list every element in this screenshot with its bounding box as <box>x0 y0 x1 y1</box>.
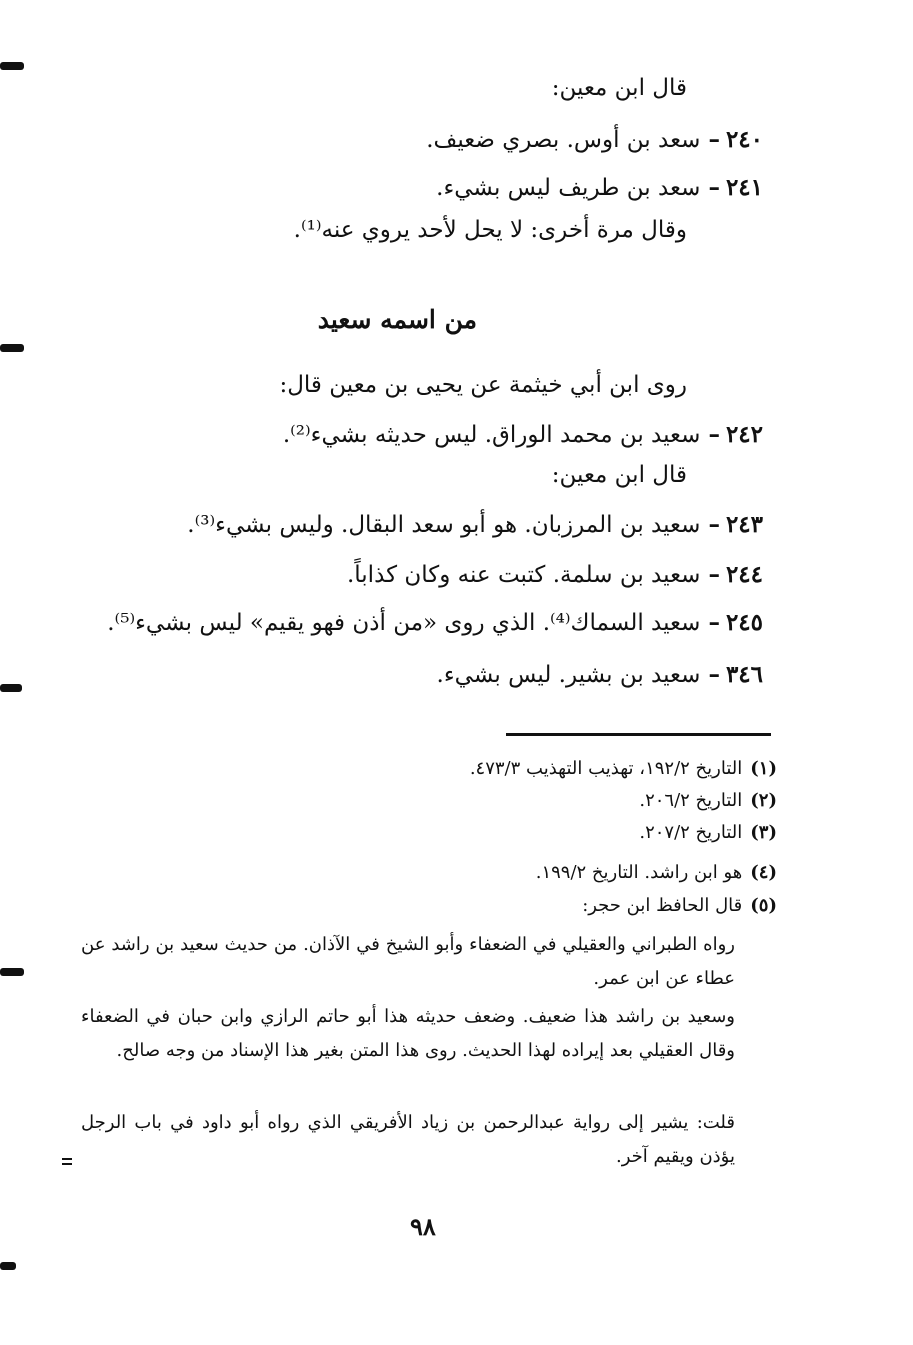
footnote-2 <box>639 788 777 814</box>
entry-number: ٢٤٤ <box>725 561 763 588</box>
footnote-1 <box>470 756 777 782</box>
section-heading: من اسمه سعيد <box>317 305 477 334</box>
entry-number: ٢٤٢ <box>725 421 763 448</box>
scan-mark <box>0 1262 16 1270</box>
entry-text: سعيد بن بشير. ليس بشيء. <box>436 662 701 688</box>
entry-240 <box>426 125 763 155</box>
scan-mark <box>0 62 24 70</box>
footnote-number: (٥) <box>750 895 777 916</box>
entry-dash: – <box>708 561 720 588</box>
footnote-text: قال الحافظ ابن حجر: <box>582 895 743 916</box>
entry-text: سعيد السماك⁽⁴⁾. الذي روى «من أذن فهو يقيم» ليس بشيء⁽⁵⁾. <box>107 610 701 636</box>
entry-245 <box>107 608 763 638</box>
scan-mark <box>0 684 22 692</box>
scan-mark <box>62 1163 72 1165</box>
entry-text: سعيد بن سلمة. كتبت عنه وكان كذاباً. <box>346 562 701 588</box>
entry-text: وقال مرة أخرى: لا يحل لأحد يروي عنه⁽¹⁾. <box>293 217 687 243</box>
entry-text: سعد بن طريف ليس بشيء. <box>436 175 701 201</box>
footnote-number: (١) <box>750 758 777 779</box>
scan-mark <box>62 1158 72 1160</box>
footnote-text: هو ابن راشد. التاريخ ١٩٩/٢. <box>535 862 743 883</box>
entry-dash: – <box>708 421 720 448</box>
intro-line <box>552 460 687 490</box>
entry-dash: – <box>708 511 720 538</box>
footnote-5-paragraph-1: رواه الطبراني والعقيلي في الضعفاء وأبو الشيخ في الآذان. من حديث سعيد بن راشد عن عطاء عن ابن عمر. <box>81 934 735 989</box>
footnote-number: (٤) <box>750 862 777 883</box>
footnote-4 <box>536 860 777 886</box>
entry-number: ٢٤٥ <box>725 609 763 636</box>
entry-text: سعيد بن المرزبان. هو أبو سعد البقال. وليس بشيء⁽³⁾. <box>187 512 701 538</box>
entry-dash: – <box>708 661 720 688</box>
entry-number: ٢٤٠ <box>725 126 763 153</box>
footnote-5 <box>582 893 777 919</box>
entry-number: ٢٤٣ <box>725 511 763 538</box>
entry-241 <box>436 173 763 203</box>
entry-dash: – <box>708 609 720 636</box>
footnote-number: (٣) <box>750 822 777 843</box>
entry-dash: – <box>708 126 720 153</box>
entry-text: سعد بن أوس. بصري ضعيف. <box>426 127 701 153</box>
scan-mark <box>0 344 24 352</box>
entry-dash: – <box>708 174 720 201</box>
page-number: ٩٨ <box>410 1212 436 1241</box>
intro-text: قال ابن معين: <box>551 75 687 101</box>
footnote-5-paragraph-2: وسعيد بن راشد هذا ضعيف. وضعف حديثه هذا أبو حاتم الرازي وابن حبان في الضعفاء وقال العقيلي بعد إيراده لهذا الحديث. روى هذا المتن بغير هذا الإسناد من وجه صالح. <box>81 1006 735 1061</box>
footnote-text: التاريخ ٢٠٦/٢. <box>639 790 743 811</box>
intro-line <box>552 73 687 103</box>
footnote-number: (٢) <box>750 790 777 811</box>
intro-line <box>279 370 687 400</box>
entry-242 <box>283 420 763 450</box>
intro-text: روى ابن أبي خيثمة عن يحيى بن معين قال: <box>279 372 687 398</box>
entry-243 <box>187 510 763 540</box>
entry-246 <box>437 660 763 690</box>
intro-text: قال ابن معين: <box>551 462 687 488</box>
entry-244 <box>347 560 763 590</box>
entry-number: ٣٤٦ <box>725 661 763 688</box>
entry-241-continuation <box>294 215 687 245</box>
footnote-3 <box>639 820 777 846</box>
scan-mark <box>0 968 24 976</box>
entry-text: سعيد بن محمد الوراق. ليس حديثه بشيء⁽²⁾. <box>282 422 701 448</box>
footnote-5-paragraph-3: قلت: يشير إلى رواية عبدالرحمن بن زياد الأفريقي الذي رواه أبو داود في باب الرجل يؤذن ويقيم آخر. <box>81 1112 735 1167</box>
entry-number: ٢٤١ <box>725 174 763 201</box>
footnote-text: التاريخ ١٩٢/٢، تهذيب التهذيب ٤٧٣/٣. <box>469 758 743 779</box>
footnote-text: التاريخ ٢٠٧/٢. <box>639 822 743 843</box>
footnote-separator <box>506 733 771 736</box>
